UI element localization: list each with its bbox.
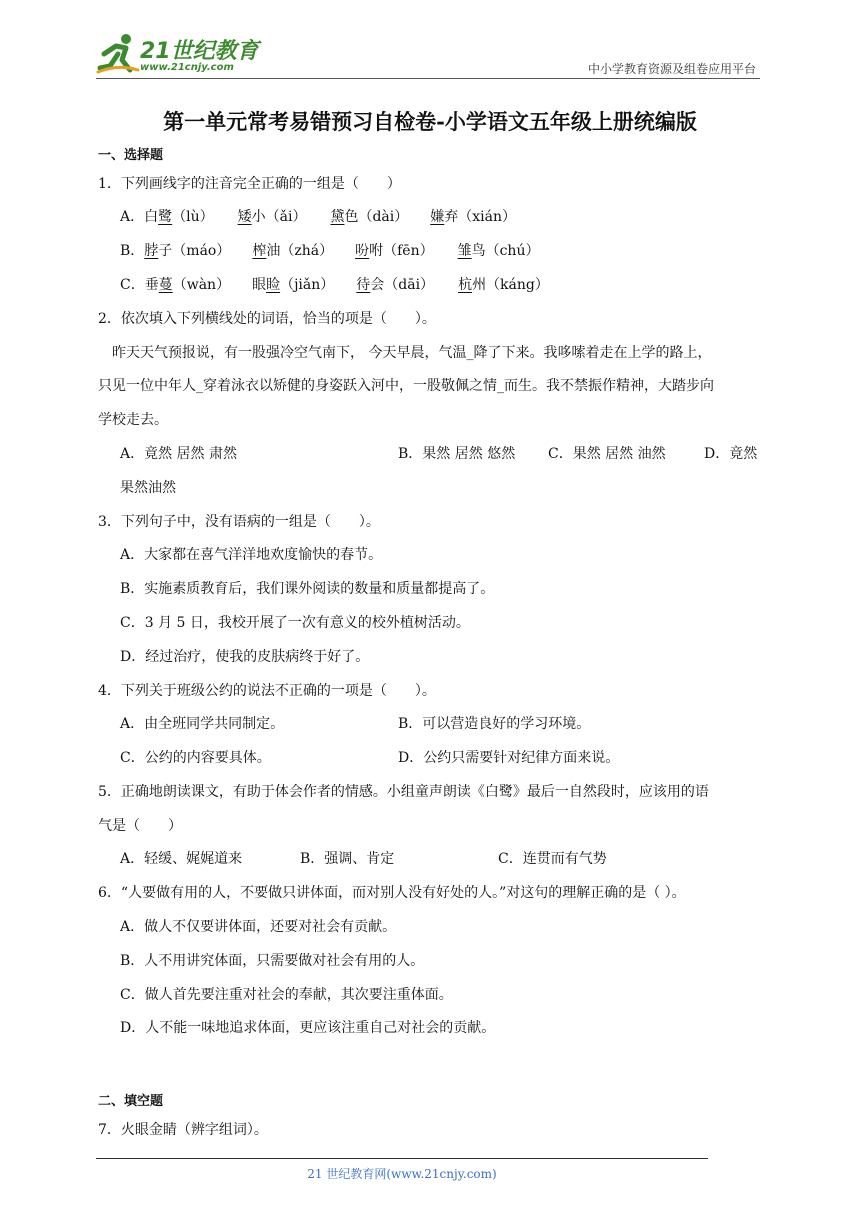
question-6-option-c: C．做人首先要注重对社会的奉献，其次要注重体面。 [120,987,453,1003]
question-3-stem: 3．下列句子中，没有语病的一组是（ ）。 [98,514,380,530]
question-1-option-a: A．白鹭（lù） 矮小（ǎi） 黛色（dài） 嫌弃（xián） [120,209,516,225]
section-heading-choice: 一、选择题 [98,148,164,163]
question-5-stem-line-2: 气是（ ） [98,818,182,834]
section-heading-fill-blank: 二、填空题 [98,1094,164,1109]
question-4-stem: 4．下列关于班级公约的说法不正确的一项是（ ）。 [98,683,436,699]
question-5-option-a: A．轻缓、娓娓道来 [120,851,243,867]
header-divider [96,78,760,79]
question-2-option-a: A．竟然 居然 肃然 [120,446,238,462]
question-7-stem: 7．火眼金睛（辨字组词）。 [98,1122,268,1138]
question-4-option-d: D．公约只需要针对纪律方面来说。 [398,750,620,766]
platform-name: 中小学教育资源及组卷应用平台 [587,62,756,76]
question-6-option-d: D．人不能一味地追求体面，更应该注重自己对社会的贡献。 [120,1020,496,1036]
question-3-option-a: A．大家都在喜气洋洋地欢度愉快的春节。 [120,547,383,563]
question-1-option-c: C．垂蔓（wàn） 眼睑（jiǎn） 待会（dāi） 杭州（káng） [120,277,549,293]
question-5-option-c: C．连贯而有气势 [498,851,607,867]
footer-divider [96,1158,708,1159]
question-2-option-c: C．果然 居然 油然 [548,446,666,462]
logo-url: www.21cnjy.com [140,62,234,73]
question-2-passage-line-2: 只见一位中年人_穿着泳衣以矫健的身姿跃入河中，一股敬佩之情_而生。我不禁振作精神，大踏步向 [98,378,714,394]
question-2-passage-line-3: 学校走去。 [98,412,168,428]
logo-text: 21世纪教育 [140,39,259,64]
question-2-stem: 2．依次填入下列横线处的词语，恰当的项是（ ）。 [98,311,436,327]
site-logo[interactable] [96,30,266,78]
question-1-stem: 1．下列画线字的注音完全正确的一组是（ ） [98,176,401,192]
question-4-option-b: B．可以营造良好的学习环境。 [398,716,591,732]
page-title: 第一单元常考易错预习自检卷-小学语文五年级上册统编版 [163,109,697,134]
footer-link[interactable]: 21 世纪教育网(www.21cnjy.com) [307,1167,497,1181]
question-3-option-c: C．3 月 5 日，我校开展了一次有意义的校外植树活动。 [120,615,470,631]
question-4-option-a: A．由全班同学共同制定。 [120,716,285,732]
question-5-option-b: B．强调、肯定 [300,851,395,867]
question-6-option-b: B．人不用讲究体面，只需要做对社会有用的人。 [120,953,425,969]
question-6-stem: 6．“人要做有用的人，不要做只讲体面，而对别人没有好处的人。”对这句的理解正确的是（ ）。 [98,885,686,901]
runner-icon [96,30,140,76]
question-3-option-d: D．经过治疗，使我的皮肤病终于好了。 [120,649,370,665]
page-header [96,28,760,80]
question-2-option-d: D．竟然 [704,446,758,462]
question-4-option-c: C．公约的内容要具体。 [120,750,271,766]
question-2-passage-line-1: 昨天天气预报说，有一股强冷空气南下， 今天早晨，气温_降了下来。我哆嗦着走在上学的路上， [112,345,712,361]
question-3-option-b: B．实施素质教育后，我们课外阅读的数量和质量都提高了。 [120,581,495,597]
question-5-stem-line-1: 5．正确地朗读课文，有助于体会作者的情感。小组童声朗读《白鹭》最后一自然段时，应该用的语 [98,784,709,800]
question-1-option-b: B．脖子（máo） 榨油（zhá） 吩咐（fēn） 雏鸟（chú） [120,243,540,259]
question-6-option-a: A．做人不仅要讲体面，还要对社会有贡献。 [120,919,397,935]
question-2-option-b: B．果然 居然 悠然 [398,446,516,462]
question-2-option-d-continued: 果然油然 [120,480,176,496]
